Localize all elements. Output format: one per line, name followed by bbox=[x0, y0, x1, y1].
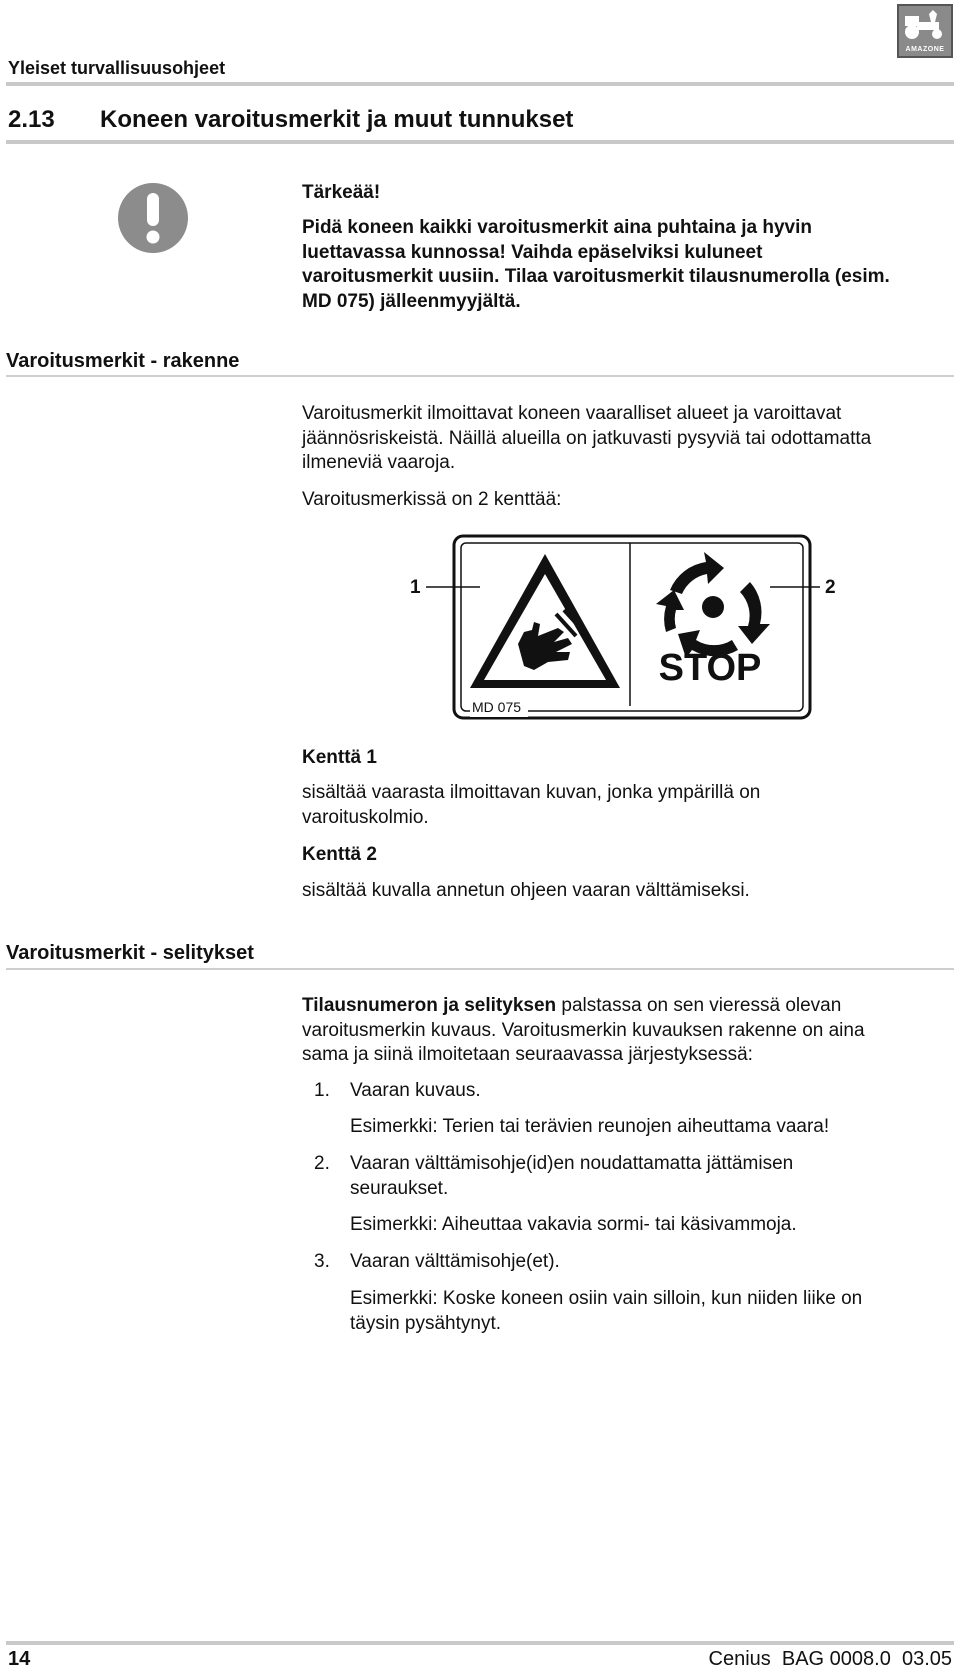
chapter-number: 2.13 bbox=[8, 106, 55, 133]
intro-rest: palstassa on sen vieressä olevan bbox=[556, 995, 842, 1016]
chapter-rule bbox=[6, 140, 954, 144]
logo-text: AMAZONE bbox=[905, 46, 945, 53]
structure-intro bbox=[302, 402, 942, 476]
important-line: luettavassa kunnossa! Vaihda epäselviksi kuluneet bbox=[302, 241, 763, 263]
intro-line: Varoitusmerkit ilmoittavat koneen vaaralliset alueet ja varoittavat bbox=[302, 403, 842, 424]
field1-line: sisältää vaarasta ilmoittavan kuvan, jonka ympärillä on bbox=[302, 782, 761, 803]
fields-text: Varoitusmerkissä on 2 kenttää: bbox=[302, 489, 562, 510]
doc-info: Cenius BAG 0008.0 03.05 bbox=[708, 1648, 952, 1670]
tractor-icon bbox=[899, 8, 951, 44]
intro-first-line bbox=[302, 994, 942, 1019]
field1-heading: Kenttä 1 bbox=[302, 747, 377, 768]
example-line: Esimerkki: Koske koneen osiin vain silloin, kun niiden liike on bbox=[350, 1288, 863, 1309]
example-text bbox=[350, 1287, 930, 1336]
callout-2: 2 bbox=[825, 577, 836, 598]
footer-rule bbox=[6, 1641, 954, 1645]
list-text: Vaaran kuvaus. bbox=[350, 1080, 481, 1101]
callout-1: 1 bbox=[410, 577, 421, 598]
example-text: Esimerkki: Aiheuttaa vakavia sormi- tai käsivammoja. bbox=[350, 1214, 797, 1235]
warning-sign-figure bbox=[408, 532, 828, 722]
important-line: Pidä koneen kaikki varoitusmerkit aina puhtaina ja hyvin bbox=[302, 217, 813, 238]
intro-line: jäännösriskeistä. Näillä alueilla on jatkuvasti pysyviä tai odottamatta bbox=[302, 427, 872, 449]
important-text bbox=[302, 216, 942, 314]
chapter-title: Koneen varoitusmerkit ja muut tunnukset bbox=[100, 106, 574, 133]
exclamation-circle-icon bbox=[117, 182, 189, 254]
explanations-intro bbox=[302, 994, 942, 1068]
list-number: 1. bbox=[314, 1080, 330, 1101]
field1-line: varoituskolmio. bbox=[302, 806, 429, 828]
field2-text: sisältää kuvalla annetun ohjeen vaaran välttämiseksi. bbox=[302, 880, 750, 901]
list-number: 3. bbox=[314, 1251, 330, 1272]
section-rule bbox=[6, 968, 954, 970]
amazone-logo bbox=[897, 4, 953, 58]
list-text bbox=[350, 1152, 930, 1201]
list-item bbox=[302, 1079, 942, 1105]
field1-text bbox=[302, 781, 942, 830]
intro-bold: Tilausnumeron ja selityksen bbox=[302, 995, 557, 1016]
section-heading-structure: Varoitusmerkit - rakenne bbox=[6, 350, 240, 372]
header-rule bbox=[6, 82, 954, 86]
part-number: MD 075 bbox=[472, 699, 522, 715]
field2-heading: Kenttä 2 bbox=[302, 844, 377, 865]
important-line: MD 075) jälleenmyyjältä. bbox=[302, 290, 521, 312]
list-item bbox=[302, 1152, 942, 1202]
example-line: täysin pysähtynyt. bbox=[350, 1312, 502, 1334]
page-number: 14 bbox=[8, 1648, 31, 1670]
important-heading: Tärkeää! bbox=[302, 182, 381, 203]
list-text-line: Vaaran välttämisohje(id)en noudattamatta jättämisen bbox=[350, 1153, 794, 1174]
list-example bbox=[302, 1213, 942, 1239]
list-number: 2. bbox=[314, 1153, 330, 1174]
list-example bbox=[302, 1115, 942, 1141]
list-example bbox=[302, 1287, 942, 1337]
intro-line: sama ja siinä ilmoitetaan seuraavassa järjestyksessä: bbox=[302, 1044, 753, 1065]
example-text: Esimerkki: Terien tai terävien reunojen aiheuttama vaara! bbox=[350, 1116, 830, 1137]
section-heading-explanations: Varoitusmerkit - selitykset bbox=[6, 942, 254, 964]
list-text: Vaaran välttämisohje(et). bbox=[350, 1251, 560, 1272]
stop-text: STOP bbox=[658, 647, 762, 689]
intro-line: ilmeneviä vaaroja. bbox=[302, 452, 456, 473]
intro-line: varoitusmerkin kuvaus. Varoitusmerkin kuvauksen rakenne on aina bbox=[302, 1019, 865, 1041]
list-item bbox=[302, 1250, 942, 1276]
section-rule bbox=[6, 375, 954, 377]
list-text-line: seuraukset. bbox=[350, 1177, 449, 1199]
running-header: Yleiset turvallisuusohjeet bbox=[8, 58, 226, 78]
important-line: varoitusmerkit uusiin. Tilaa varoitusmerkit tilausnumerolla (esim. bbox=[302, 266, 890, 287]
